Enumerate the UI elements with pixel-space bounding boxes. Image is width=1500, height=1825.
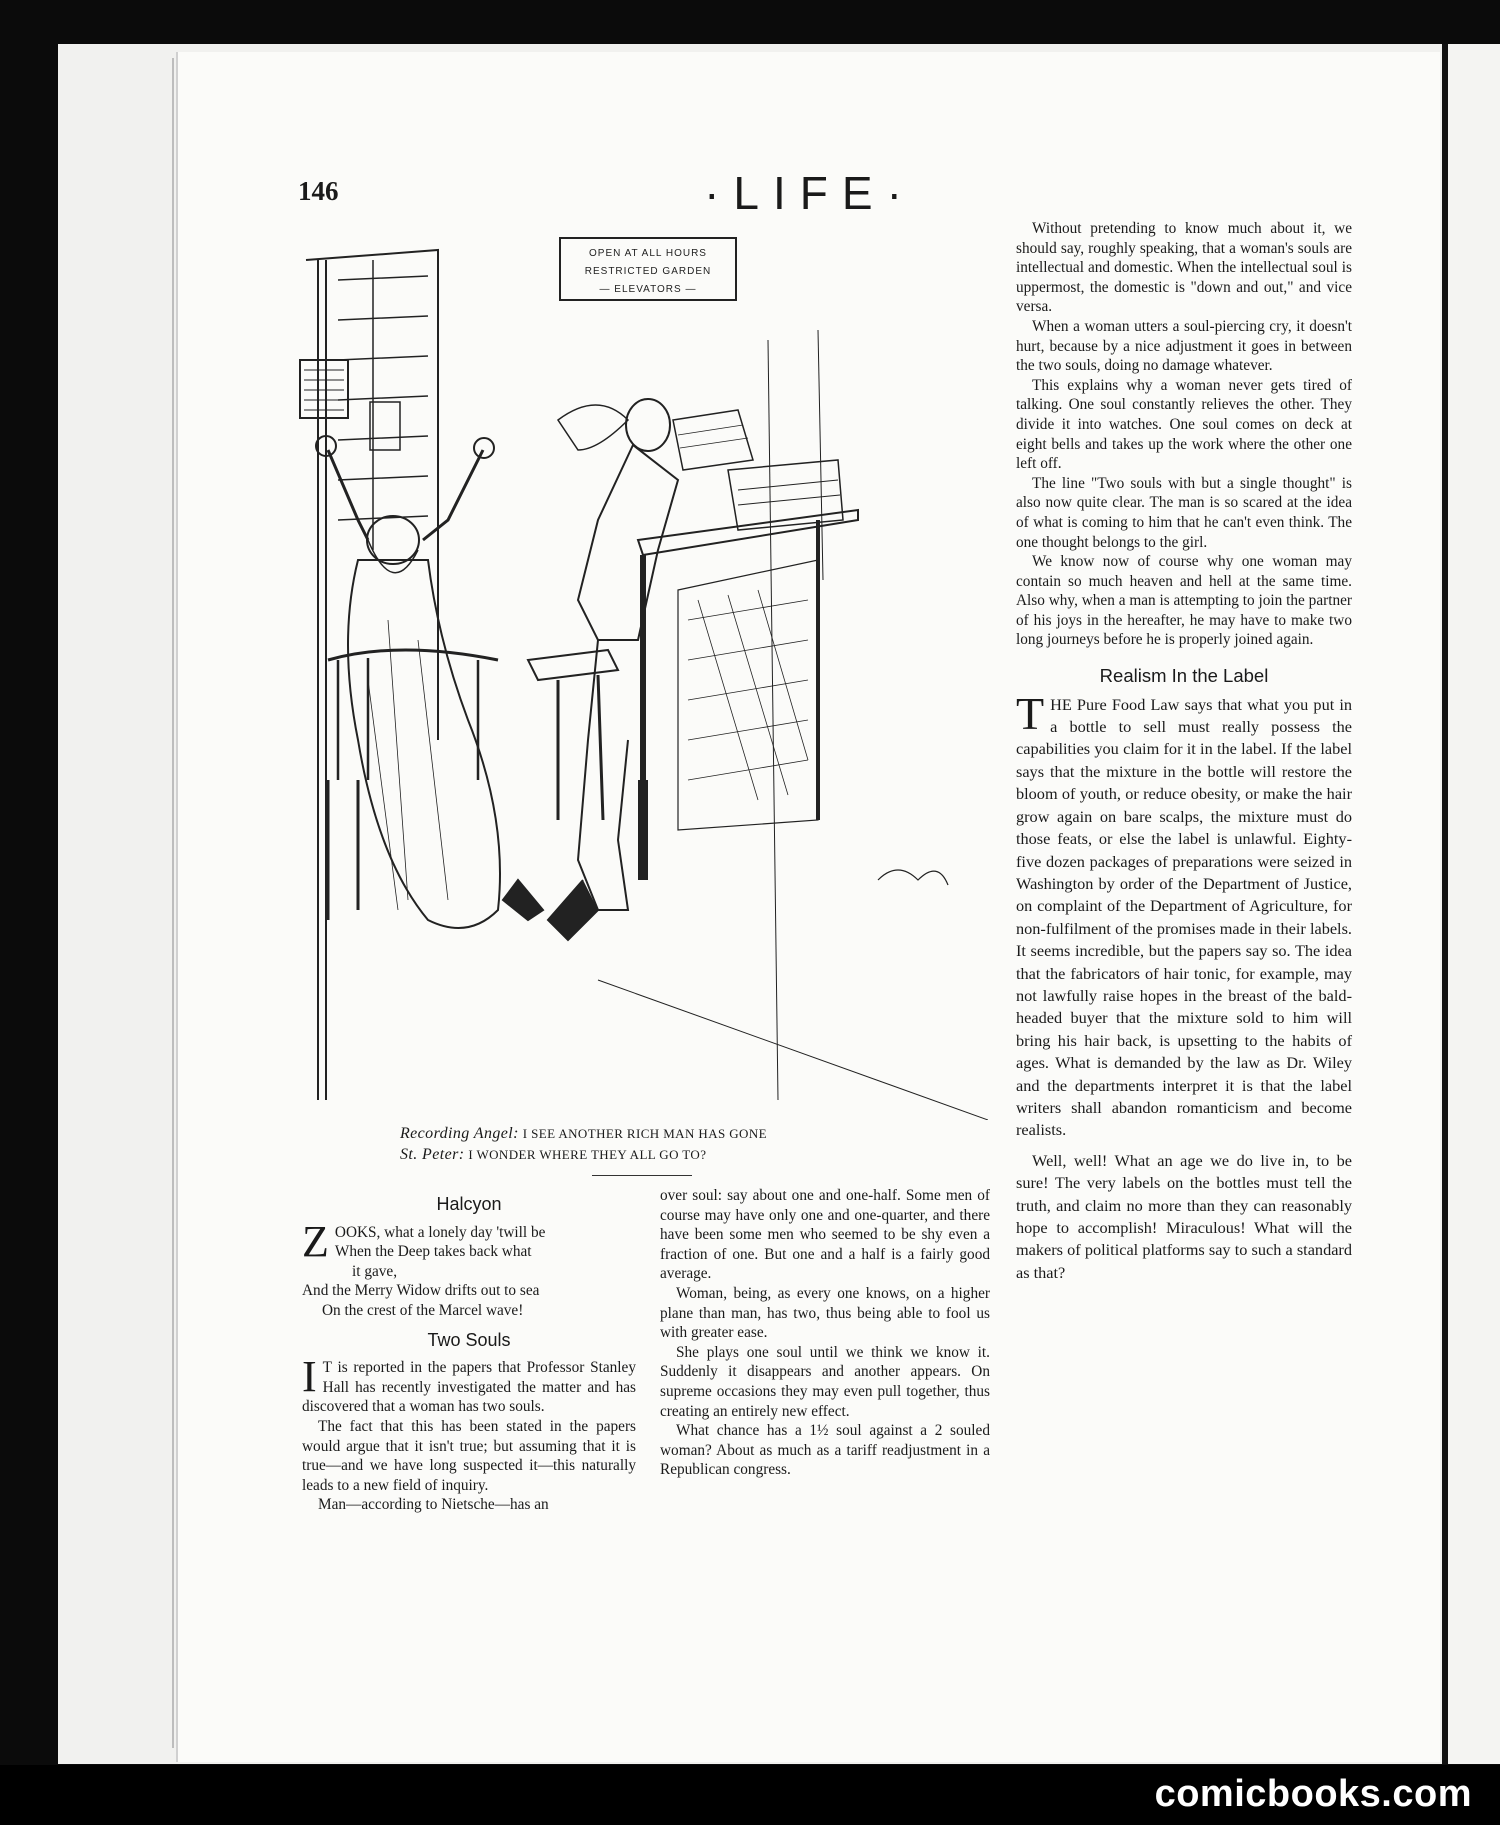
- two-souls-para-1-text: T is reported in the papers that Professor Stanley Hall has recently investigated the matter and has discovered that a woman has two souls.: [302, 1359, 636, 1416]
- realism-para-2: Well, well! What an age we do live in, to be sure! The very labels on the bottles must tell the truth, and claim no more than they can reasonably hope to accomplish! Miraculous! What will the makers of political platforms say to such a standard as that?: [1016, 1150, 1352, 1282]
- site-watermark: comicbooks.com: [1154, 1773, 1472, 1815]
- halcyon-poem: [302, 1216, 636, 1321]
- two-souls-mid-para-3: She plays one soul until we think we know it. Suddenly it disappears and another appears. On supreme occasions they may even pull together, thus creating an entirely new effect.: [660, 1343, 990, 1420]
- poem-line-2: When the Deep takes back what: [334, 1243, 532, 1261]
- realism-para-1-text: HE Pure Food Law says that what you put in a bottle to sell must really possess the capabilities you claim for it in the label. If the label says that the mixture in the bottle will restore the bloom of youth, or reduce obesity, or make the hair grow again on bare scalps, the mixture must do those feats, or else the label is unlawful. Eighty-five dozen packages of preparations were seized in Washington by order of the Department of Justice, on complaint of the Department of Agriculture, for non-fulfilment of the promises made in their labels. It seems incredible, but the papers say so. The idea that the fabricators of hair tonic, for example, may not lawfully raise hopes in the breast of the bald-headed buyer that the mixture sold to him will bring his hair back, is upsetting to the habits of ages. What is demanded by the law as Dr. Wiley and the departments interpret it is that the label writers shall abandon romanticism and become realists.: [1016, 694, 1352, 1140]
- poem-line-1: OOKS, what a lonely day 'twill be: [334, 1223, 546, 1241]
- page-number: 146: [298, 176, 339, 206]
- two-souls-right-para-3: This explains why a woman never gets tired of talking. One soul constantly relieves the other. They divide it into watches. One soul comes on deck at eight bells and takes up the work where the other one left off.: [1016, 376, 1352, 473]
- realism-heading: Realism In the Label: [1099, 665, 1269, 687]
- two-souls-mid-para-1: over soul: say about one and one-half. Some men of course may have only one and one-quarter, and there have been some men who seemed to be shy even a fraction of one. But one and a half is a fairly good average.: [660, 1187, 990, 1283]
- poem-line-5: On the crest of the Marcel wave!: [322, 1301, 524, 1319]
- caption-speaker-2: St. Peter:: [400, 1146, 465, 1163]
- realism-para-1: [1016, 687, 1352, 1142]
- next-page-edge: [1448, 44, 1500, 1764]
- right-column: [1016, 219, 1352, 1284]
- two-souls-dropcap: I: [302, 1352, 317, 1402]
- halcyon-heading: Halcyon: [436, 1194, 502, 1214]
- masthead-title: ·LIFE·: [704, 167, 916, 219]
- two-souls-mid-para-4: What chance has a 1½ soul against a 2 souled woman? About as much as a tariff readjustment in a Republican congress.: [660, 1422, 990, 1479]
- poem-line-4: And the Merry Widow drifts out to sea: [302, 1282, 540, 1300]
- two-souls-right-para-1: Without pretending to know much about it, we should say, roughly speaking, that a woman's souls are intellectual and domestic. When the intellectual soul is uppermost, the domestic is "down and out," and vice versa.: [1016, 220, 1352, 316]
- sign-line-3: — ELEVATORS —: [599, 284, 697, 295]
- caption-rule: [592, 1175, 692, 1176]
- caption-line-2: [400, 1145, 920, 1166]
- two-souls-para-1: [302, 1352, 636, 1417]
- two-souls-mid-para-2: Woman, being, as every one knows, on a higher plane than man, has two, thus being able to fool us with greater ease.: [660, 1284, 990, 1342]
- caption-text-1: I SEE ANOTHER RICH MAN HAS GONE: [522, 1126, 767, 1141]
- wall-sign: [560, 238, 736, 300]
- two-souls-right-para-5: We know now of course why one woman may contain so much heaven and hell at the same time. Also why, when a man is attempting to join the partner of his joys in the hereafter, he may have to make two long journeys before he is properly joined again.: [1016, 553, 1352, 649]
- realism-dropcap: T: [1016, 687, 1045, 739]
- two-souls-heading: Two Souls: [427, 1329, 511, 1350]
- caption-speaker-1: Recording Angel:: [400, 1125, 519, 1142]
- two-souls-right-para-2: When a woman utters a soul-piercing cry, it doesn't hurt, because by a nice adjustment it goes in between the two souls, doing no damage whatever.: [1016, 317, 1352, 375]
- previous-page-edge: [172, 58, 174, 1748]
- poem-line-3: it gave,: [352, 1262, 398, 1280]
- two-souls-right-para-4: The line "Two souls with but a single thought" is also now quite clear. The man is so scared at the idea of what is coming to him that he can't even think. The one thought belongs to the girl.: [1016, 474, 1352, 551]
- illustration-caption: [400, 1124, 920, 1166]
- two-souls-para-3: Man—according to Nietsche—has an: [318, 1496, 549, 1514]
- halcyon-dropcap: Z: [302, 1216, 329, 1266]
- two-souls-para-2: The fact that this has been stated in the papers would argue that it isn't true; but assuming that it is true—and we have long suspected it—this naturally leads to a new field of inquiry.: [302, 1417, 636, 1494]
- left-column: [302, 1195, 636, 1515]
- middle-column: [660, 1186, 990, 1480]
- caption-text-2: I WONDER WHERE THEY ALL GO TO?: [468, 1147, 707, 1162]
- sign-line-1: OPEN AT ALL HOURS: [589, 248, 707, 259]
- cartoon-illustration: [298, 220, 988, 1120]
- caption-line-1: [400, 1124, 920, 1145]
- sign-line-2: RESTRICTED GARDEN: [584, 266, 712, 277]
